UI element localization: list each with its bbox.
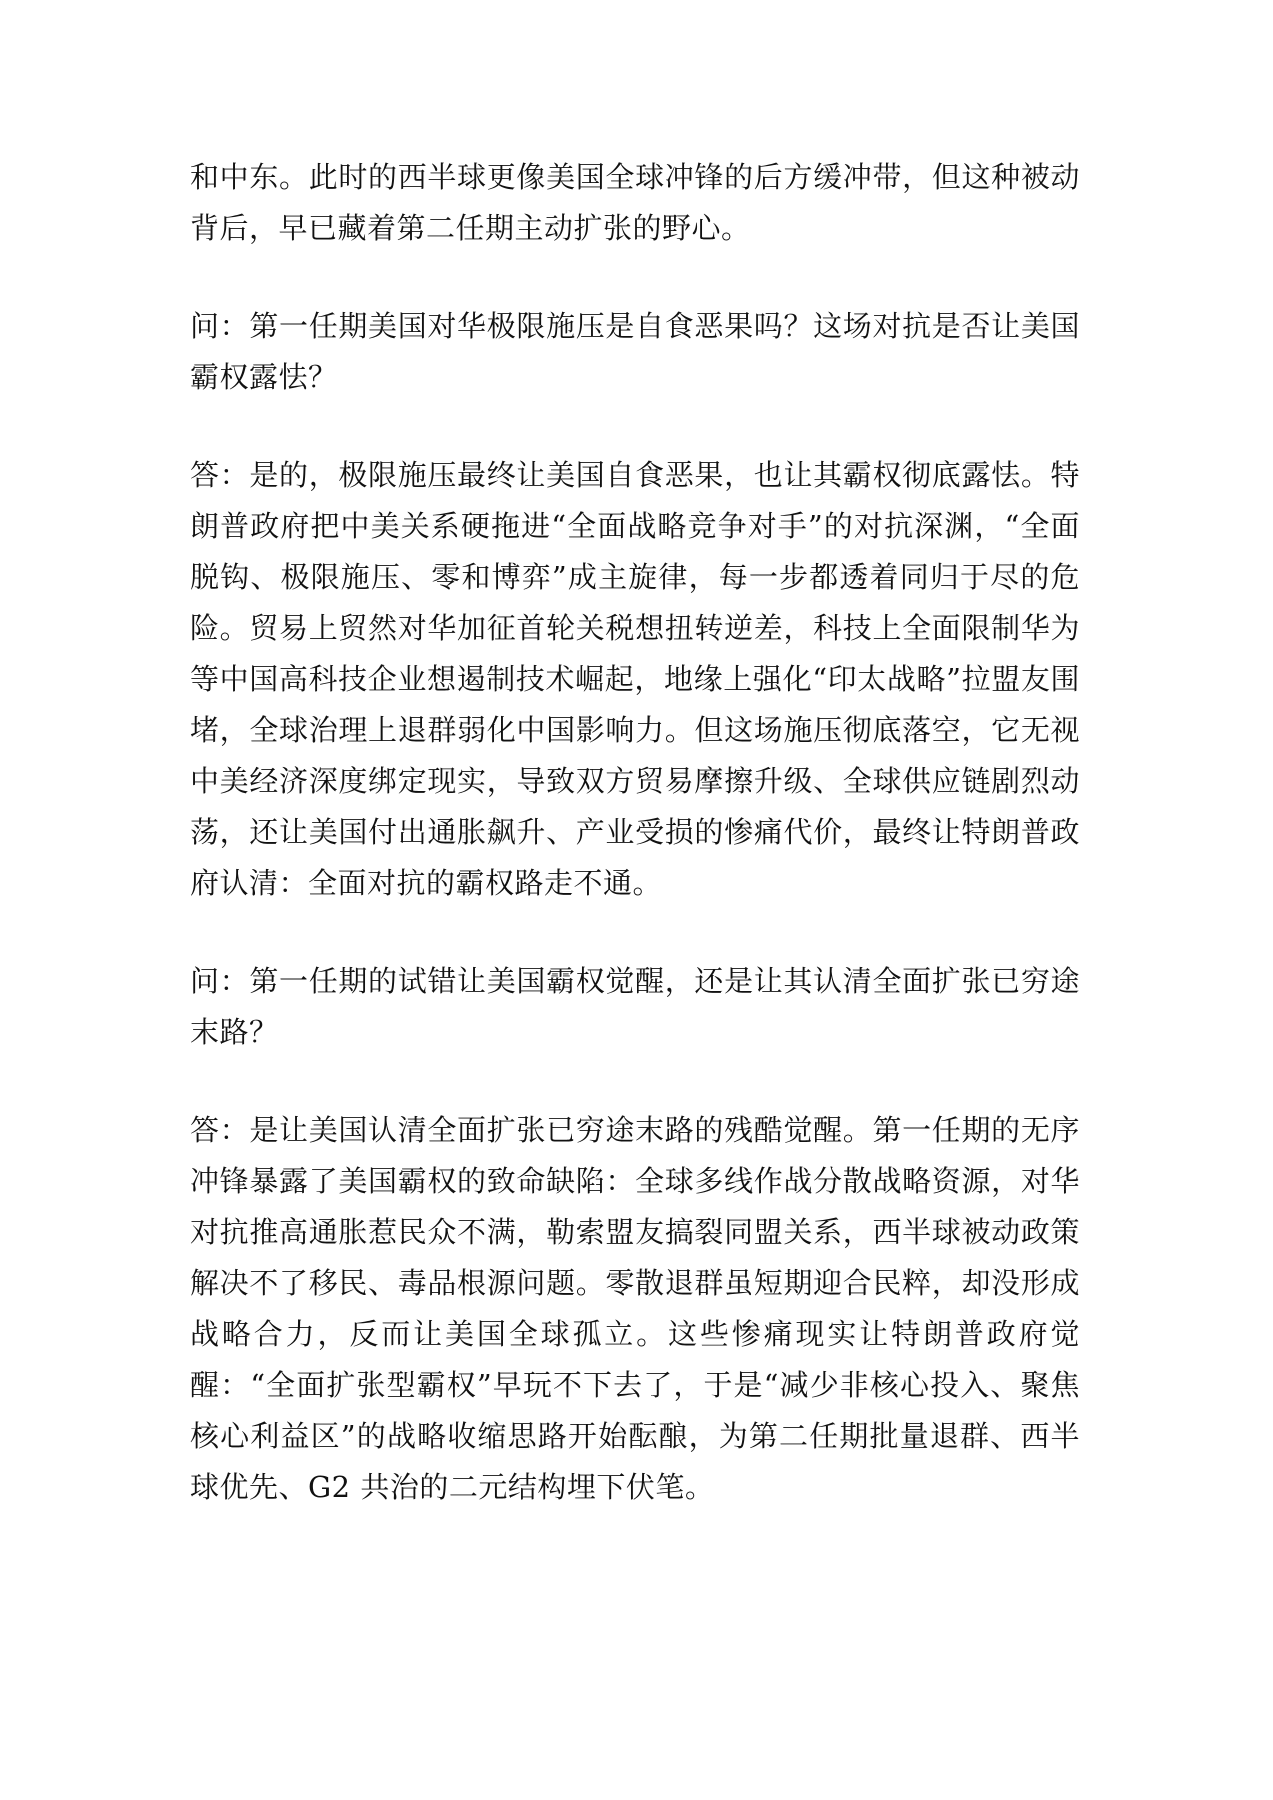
answer-paragraph-2: 答：是让美国认清全面扩张已穷途末路的残酷觉醒。第一任期的无序冲锋暴露了美国霸权的致命缺陷：全球多线作战分散战略资源，对华对抗推高通胀惹民众不满，勒索盟友搞裂同盟关系，西半球被动政策解决不了移民、毒品根源问题。零散退群虽短期迎合民粹，却没形成战略合力，反而让美国全球孤立。这些惨痛现实让特朗普政府觉醒：“全面扩张型霸权”早玩不下去了，于是“减少非核心投入、聚焦核心利益区”的战略收缩思路开始酝酿，为第二任期批量退群、西半球优先、G2 共治的二元结构埋下伏笔。 — [190, 1113, 1080, 1504]
question-paragraph-2: 问：第一任期的试错让美国霸权觉醒，还是让其认清全面扩张已穷途末路？ — [190, 964, 1080, 1049]
paragraph-intro-continuation: 和中东。此时的西半球更像美国全球冲锋的后方缓冲带，但这种被动背后，早已藏着第二任期主动扩张的野心。 — [190, 160, 1080, 245]
answer-paragraph-1: 答：是的，极限施压最终让美国自食恶果，也让其霸权彻底露怯。特朗普政府把中美关系硬拖进“全面战略竞争对手”的对抗深渊，“全面脱钩、极限施压、零和博弈”成主旋律，每一步都透着同归于尽的危险。贸易上贸然对华加征首轮关税想扭转逆差，科技上全面限制华为等中国高科技企业想遏制技术崛起，地缘上强化“印太战略”拉盟友围堵，全球治理上退群弱化中国影响力。但这场施压彻底落空，它无视中美经济深度绑定现实，导致双方贸易摩擦升级、全球供应链剧烈动荡，还让美国付出通胀飙升、产业受损的惨痛代价，最终让特朗普政府认清：全面对抗的霸权路走不通。 — [190, 458, 1080, 900]
document-body — [190, 152, 1080, 1513]
question-paragraph-1: 问：第一任期美国对华极限施压是自食恶果吗？这场对抗是否让美国霸权露怯？ — [190, 309, 1080, 394]
